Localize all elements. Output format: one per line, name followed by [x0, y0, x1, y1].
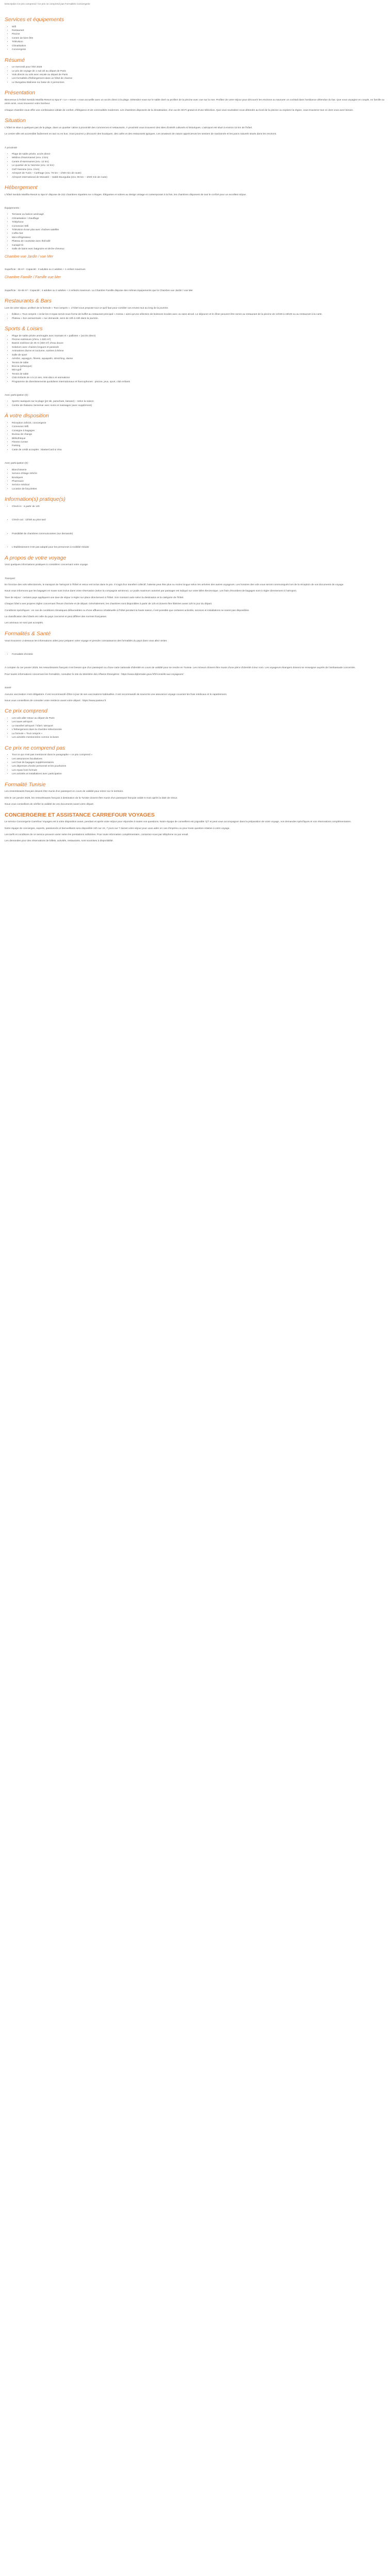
- list-item: • Aéroport international de Monastir – Habib Bourguiba (env. 96 km – 1h00 min de route): [12, 176, 386, 179]
- list-item: • Vols directs ou vols avec escale au départ de Paris: [12, 73, 386, 77]
- list-item: • Piscine: [12, 32, 386, 36]
- resume-title: Résumé: [5, 57, 25, 63]
- list-item: • Centre de thalasso Sensimar avec soins et massages (avec supplément): [12, 404, 386, 408]
- list-item: • Les frais de bagages supplémentaires: [12, 761, 386, 765]
- list-item: • Check-in : à partir de 14h: [12, 505, 386, 509]
- paragraph: Chaque hôtel a ses propres règles concernant l'heure d'arrivée et de départ. Généralement, les chambres sont disponibles à partir de 14h et doivent être libérées avant 12h le jour du départ.: [5, 603, 213, 606]
- paragraph: Les tarifs et conditions de ce service peuvent varier selon les prestations sollicitées. Pour toute information complémentaire, contactez-nous par téléphone ou par email.: [5, 834, 189, 836]
- infos-list: [5, 518, 386, 522]
- paragraph: Chaque chambre vous offre une combinaison idéale de confort, d'élégance et de commodités modernes. Les chambres disposent de la climatisation, d'un accès Wi-Fi gratuit et d'une télévision. Que vous souhaitiez vous détendre au bord de la piscine ou explorer la région, vous trouverez tout ce dont vous avez besoin.: [5, 109, 354, 112]
- paragraph: Lors de votre séjour, profitez de la formule « Tout compris ». L'hôtel vous propose tout ce qu'il faut pour combler vos envies tout au long de la journée.: [5, 307, 169, 310]
- list-item: • Médina d'Hammamet (env. 2 km): [12, 156, 386, 160]
- list-item: • Les vols aller-retour au départ de Paris: [12, 717, 386, 720]
- list-item: • Tennis de table: [12, 361, 386, 365]
- list-item: • Les formalités d'hébergement dans un hôtel de charme: [12, 77, 386, 80]
- list-item: • La formule « Tout compris »: [12, 732, 386, 736]
- paragraph: Taxe de séjour : certains pays appliquent une taxe de séjour à régler sur place directement à l'hôtel. Son montant varie selon la destination et la catégorie de l'hôtel.: [5, 596, 184, 599]
- list-item: • Le transfert aéroport / hôtel / aéroport: [12, 724, 386, 728]
- sports-payant-list: [5, 400, 386, 408]
- list-item: • Location de bicyclettes: [12, 487, 386, 491]
- list-item: • Pharmacie: [12, 480, 386, 483]
- paragraph: La classification des hôtels est celle du pays concerné et peut différer des normes françaises.: [5, 616, 107, 619]
- list-item: • Réception 24h/24, conciergerie: [12, 421, 386, 425]
- list-item: • Les dépenses d'ordre personnel et les pourboires: [12, 765, 386, 768]
- presentation-title: Présentation: [5, 90, 35, 96]
- list-item: • Piscine extérieure (d'env. 1 500 m²): [12, 338, 386, 342]
- list-item: • Golf Yasmine (env. 3 km): [12, 168, 386, 172]
- restaurants-list: [5, 313, 386, 320]
- services-title: Services et équipements: [5, 16, 64, 23]
- paragraph: Superficie : 43-45 m² - Capacité : 4 adultes ou 2 adultes + 2 enfants maximum. La Chambre Famille dispose des mêmes équipements que la Chambre vue Jardin / vue Mer: [5, 289, 193, 292]
- list-item: • Service d'étage 24h/24: [12, 472, 386, 476]
- list-item: • Service médical: [12, 483, 386, 487]
- list-item: • Salle de sport: [12, 353, 386, 357]
- equipements-label: Équipements :: [5, 207, 21, 210]
- paragraph: Nous vous conseillons de consulter votre médecin avant votre départ : https://www.pasteur.fr: [5, 700, 106, 703]
- list-item: • Centre d'Hammamet (env. 12 km): [12, 160, 386, 164]
- comprend-title: Ce prix comprend: [5, 708, 47, 715]
- list-item: • Consigne à bagages: [12, 429, 386, 433]
- list-item: • Animations diurne et nocturne, soirées à thème: [12, 349, 386, 353]
- list-item: • Boutiques: [12, 476, 386, 480]
- restaurants-title: Restaurants & Bars: [5, 298, 52, 304]
- list-item: • Téléphone: [12, 221, 386, 224]
- noncomprend-title: Ce prix ne comprend pas: [5, 744, 66, 751]
- paragraph: Nous vous informons que les bagages en soute sont inclus dans votre réservation (selon la compagnie aérienne). Le poids maximum autorisé par passager est indiqué sur votre billet électronique. Les frais d'excédent de bagages sont à régler directement à l'aéroport.: [5, 590, 297, 593]
- equipements-list: [5, 213, 386, 251]
- list-item: • Carte de crédit acceptée : MasterCard & Visa: [12, 448, 386, 452]
- list-item: • Édition « Tout compris » inclut les 3 repas servis sous forme de buffet au restaurant principal « Anissa » ainsi qu'une sélection de boissons locales avec ou sans alcool. Le déjeuner et le dîner peuvent être servis au restaurant de la piscine de 12h30 à 15h30 ou au restaurant à la carte.: [12, 313, 386, 316]
- paragraph: Les ressortissants français doivent être munis d'un passeport en cours de validité pour entrer sur le territoire.: [5, 790, 124, 793]
- list-item: • Possibilité de chambres communicantes (sur demande): [12, 532, 386, 536]
- list-item: • Check-out : 12h00 au plus tard: [12, 518, 386, 522]
- list-item: • Le quartier de la Yasmine (env. 12 km): [12, 164, 386, 167]
- infos-title: Information(s) pratique(s): [5, 496, 66, 503]
- list-item: • Fitness Center: [12, 440, 386, 444]
- list-item: • Le prix de voyage de 1 nuit dé au départ de Paris: [12, 70, 386, 73]
- list-item: • Programme de divertissements quotidiens internationaux et francophones : piscine, jeux, sport, club enfants: [12, 380, 386, 384]
- paragraph: Notre équipe de concierges, experts, passionnés et bienveillants sera disponible 24h sur 24, 7 jours sur 7 durant votre séjour pour vous aider en cas d'imprévu ou pour toute question relative à votre voyage.: [5, 827, 230, 830]
- paragraph: En fonction des vols sélectionnés, le transport de l'aéroport à l'hôtel et retour est inclus dans le prix. Il s'agit d'un transfert collectif, l'attente peut être plus ou moins longue selon les arrivées des autres voyageurs. Les horaires des vols vous seront communiqués lors de la réception de vos documents de voyage.: [5, 583, 344, 586]
- paragraph: À compter du 1er janvier 2025, les ressortissants français n'ont besoin que d'un passeport ou d'une carte nationale d'identité en cours de validité pour se rendre en Tunisie. Les mineurs doivent être munis d'une pièce d'identité à leur nom. Les voyageurs étrangers doivent se renseigner auprès de l'ambassade concernée.: [5, 667, 356, 670]
- propos-title: A propos de votre voyage: [5, 554, 67, 561]
- paragraph: L'hôtel Sentido Marillia Resort & Spa 5* dispose de 222 chambres réparties sur 4 étages. Élégantes et sobres au design vintage et contemporain à la fois, les chambres disposent de tout le confort pour un excellent séjour.: [5, 193, 247, 196]
- hebergement-title: Hébergement: [5, 184, 38, 191]
- paragraph: Voici quelques informations pratiques à considérer concernant votre voyage.: [5, 564, 89, 567]
- list-item: • Climatisation: [12, 44, 386, 48]
- paragraph: Dès le 1er janvier 2025, les ressortissants français à destination de la Tunisie doivent être munis d'un passeport français valide 6 mois après la date de retour.: [5, 796, 178, 800]
- list-item: • Le mercredi pour l'été 2025: [12, 65, 386, 69]
- list-item: • Connexion Wifi: [12, 225, 386, 228]
- breadcrumb-tabs[interactable]: Description Ce prix comprend / Ce prix ne comprend pas Formalités Conciergerie: [5, 3, 90, 5]
- paragraph: Nous vous conseillons de vérifier la validité de vos documents avant votre départ.: [5, 803, 94, 806]
- infos-list: [5, 532, 386, 536]
- paragraph: Le service Conciergerie Carrefour Voyages est à votre disposition avant, pendant et après votre séjour pour répondre à toutes vos questions. Notre équipe de conseillers est joignable 7j/7 et peut vous accompagner dans la préparation de votre voyage, vos demandes spécifiques et vos réservations complémentaires.: [5, 821, 351, 824]
- formalites-list: [5, 653, 386, 656]
- list-item: • Coffre-fort: [12, 232, 386, 235]
- list-item: • Mini-golf: [12, 368, 386, 372]
- paragraph: Aucune vaccination n'est obligatoire. Il est recommandé d'être à jour de ses vaccinations habituelles. Il est recommandé de souscrire une assurance voyage couvrant les frais médicaux et le rapatriement.: [5, 693, 227, 696]
- list-item: • Bassin extérieur de 25 m (450 m²) d'eau douce: [12, 342, 386, 345]
- disposition-list: [5, 421, 386, 452]
- paragraph: Superficie : 26 m² - Capacité : 3 adultes ou 2 adultes + 1 enfant maximum: [5, 268, 86, 272]
- list-item: • Les assurances facultatives: [12, 757, 386, 761]
- list-item: • Plage de sable privée, accès direct: [12, 152, 386, 156]
- infos-list: [5, 505, 386, 509]
- list-item: • L'hébergement dans la chambre sélectionnée: [12, 728, 386, 732]
- list-item: • Terrasse ou balcon aménagé: [12, 213, 386, 216]
- list-item: • Parking: [12, 444, 386, 448]
- conciergerie-title: CONCIERGERIE ET ASSISTANCE CARREFOUR VOYAGES: [5, 811, 155, 818]
- list-item: • Télévision: [12, 40, 386, 44]
- paragraph: Les demandes pour des réservations de billets, activités, restaurants, sont soumises à disponibilité.: [5, 840, 113, 843]
- paragraph: Les animaux ne sont pas acceptés.: [5, 622, 44, 625]
- services-list: [5, 25, 386, 52]
- list-item: • Plateau « bon anniversaire » sur demande, servi de 10h à 18h dans la journée.: [12, 317, 386, 320]
- list-item: • Blanchisserie: [12, 468, 386, 472]
- sports-list: [5, 334, 386, 384]
- resume-list: [5, 65, 386, 84]
- formalites-title: Formalités & Santé: [5, 630, 51, 637]
- paragraph: Vous trouverez ci-dessous les informations utiles pour préparer votre voyage et prendre connaissance des formalités du pays dans vous allez visiter.: [5, 639, 168, 642]
- list-item: • Bibliothèque: [12, 437, 386, 440]
- disposition-title: À votre disposition: [5, 413, 49, 419]
- list-item: • Les taxes aéroport: [12, 720, 386, 724]
- list-item: • Climatisation / chauffage: [12, 217, 386, 221]
- proximite-list: [5, 152, 386, 179]
- list-item: • Tout ce qui n'est pas mentionné dans le paragraphe « ce prix comprend »: [12, 753, 386, 757]
- payant-label: Avec participation (€) :: [5, 462, 29, 465]
- sante-heading: Santé: [5, 687, 11, 690]
- list-item: • Les activités et installations avec participation: [12, 772, 386, 776]
- paragraph: Le centre-ville est accessible facilement en taxi ou en bus. Vous pourrez y découvrir des boutiques, des cafés et des restaurants typiques. Les amateurs de nature apprécieront les sentiers de randonnée et les parcs naturels situés dans les environs.: [5, 133, 277, 136]
- list-item: • Restaurant: [12, 29, 386, 32]
- payant-label: Avec participation (€) :: [5, 394, 29, 397]
- paragraph: L'hôtel se situe à quelques pas de la plage, dans un quartier calme à proximité des commerces et restaurants. À proximité vous trouverez des sites d'intérêt culturels et historiques. L'aéroport est situé à environ 15 km de l'hôtel.: [5, 126, 253, 129]
- list-item: • Le Bungalow Balinese sur base de 2 personnes: [12, 81, 386, 84]
- chambre1-title: Chambre vue Jardin / vue Mer: [5, 255, 54, 259]
- list-item: • Canapé-lit: [12, 244, 386, 247]
- list-item: • Aéroport de Tunis – Carthage (env. 76 km – 1h00 min de route): [12, 172, 386, 175]
- list-item: • Club Enfants de 4 à 12 ans, mini-disco et animations: [12, 376, 386, 380]
- list-item: • Les repas hors formule: [12, 769, 386, 772]
- tunisie-title: Formalité Tunisie: [5, 781, 46, 788]
- list-item: • L'établissement n'est pas adapté pour les personnes à mobilité réduite: [12, 546, 386, 549]
- chambre2-title: Chambre Famille / Famille vue Mer: [5, 275, 61, 279]
- comprend-list: [5, 717, 386, 740]
- list-item: • Salle de bains avec baignoire et sèche-cheveux: [12, 247, 386, 251]
- list-item: • Formalités d'entrée: [12, 653, 386, 656]
- paragraph: Pour toutes informations concernant les formalités, consultez le site du Ministère des Affaires Étrangères : https://www.diplomatie.gouv.fr/fr/conseils-aux-voyageurs/: [5, 673, 184, 676]
- paragraph: Bienvenue à l'Hôtel Sentido Marillia Resort & Spa 5* ! Le « resort » nous accueille avec un accès direct à la plage. Détendez-vous sur le sable doré ou profitez de la piscine avec vue sur la mer. Profitez de votre séjour pour découvrir les environs ou savourer un cocktail dans l'ambiance détendue du bar. Que vous voyagiez en couple, en famille ou entre amis, vous trouverez votre bonheur.: [5, 98, 385, 106]
- proximite-label: À proximité: [5, 146, 17, 149]
- paragraph: Conditions spécifiques : en cas de conditions climatiques défavorables ou d'une affluence inhabituelle à l'hôtel pendant la haute saison, il est possible que certaines activités, services et installations ne soient pas disponibles.: [5, 609, 250, 612]
- list-item: • Conciergerie: [12, 48, 386, 52]
- noncomprend-list: [5, 753, 386, 776]
- infos-list: [5, 546, 386, 549]
- list-item: • Solarium avec chaises longues et parasols: [12, 346, 386, 349]
- situation-title: Situation: [5, 117, 26, 124]
- transport-heading: Transport: [5, 577, 15, 580]
- list-item: • Les activités mentionnées comme incluses: [12, 736, 386, 739]
- list-item: • Tennis de table: [12, 372, 386, 376]
- list-item: • Plage de sable privée aménagée avec transats et « paillotes » (accès direct): [12, 334, 386, 338]
- disposition-payant-list: [5, 468, 386, 492]
- list-item: • Télévision écran plat avec chaînes satellite: [12, 228, 386, 232]
- list-item: • Plateau de courtoisie avec thé/café: [12, 240, 386, 243]
- list-item: • Aérobic, aquagym, fitness, aquapalm, stretching, danse: [12, 357, 386, 361]
- list-item: • Boccia (pétanque): [12, 365, 386, 368]
- list-item: • Wifi: [12, 25, 386, 29]
- list-item: • Connexion Wifi: [12, 425, 386, 429]
- list-item: • Bureau de change: [12, 433, 386, 436]
- sports-title: Sports & Loisirs: [5, 325, 43, 332]
- list-item: • Centre de bien-être: [12, 37, 386, 40]
- list-item: • Sports nautiques sur la plage (jet ski, parachute, banane) – selon la saison: [12, 400, 386, 403]
- page: [0, 0, 391, 843]
- list-item: • Mini-réfrigérateur: [12, 236, 386, 240]
